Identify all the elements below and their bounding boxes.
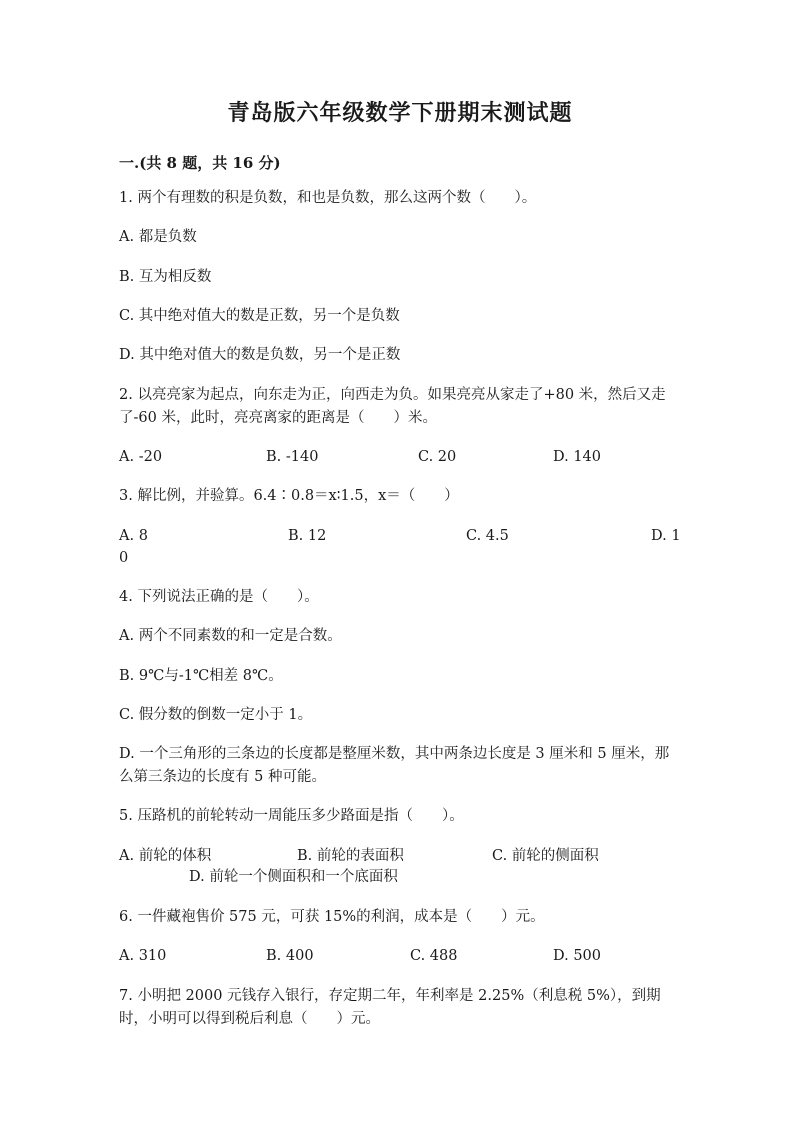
- question-3-option-a: A. 8: [119, 528, 148, 544]
- question-7-stem: 7. 小明把 2000 元钱存入银行，存定期二年，年利率是 2.25%（利息税 5%），到期时，小明可以得到税后利息（ ）元。: [119, 988, 661, 1027]
- question-2-option-b: B. -140: [266, 449, 319, 465]
- question-1-stem: 1. 两个有理数的积是负数，和也是负数，那么这两个数（ ）。: [119, 190, 537, 206]
- question-5-option-d: D. 前轮一个侧面积和一个底面积: [189, 869, 398, 885]
- question-5-stem: 5. 压路机的前轮转动一周能压多少路面是指（ ）。: [119, 808, 464, 824]
- question-1-option-d: D. 其中绝对值大的数是负数，另一个是正数: [119, 347, 401, 363]
- question-6-option-b: B. 400: [266, 948, 314, 964]
- section-heading: 一.(共 8 题，共 16 分): [119, 154, 281, 172]
- question-6-option-a: A. 310: [119, 948, 167, 964]
- question-6-option-d: D. 500: [553, 948, 602, 964]
- question-3-option-d-wrap: 0: [119, 550, 129, 566]
- question-1-option-c: C. 其中绝对值大的数是正数，另一个是负数: [119, 308, 400, 324]
- question-5-option-b: B. 前轮的表面积: [297, 848, 404, 864]
- question-6-option-c: C. 488: [410, 948, 458, 964]
- question-3-option-b: B. 12: [288, 528, 327, 544]
- question-5-option-c: C. 前轮的侧面积: [492, 848, 599, 864]
- question-4-stem: 4. 下列说法正确的是（ ）。: [119, 589, 319, 605]
- question-5-option-a: A. 前轮的体积: [119, 848, 212, 864]
- question-4-option-c: C. 假分数的倒数一定小于 1。: [119, 707, 313, 723]
- question-2-option-a: A. -20: [119, 449, 163, 465]
- question-2-option-d: D. 140: [553, 449, 602, 465]
- question-4-option-b: B. 9℃与-1℃相差 8℃。: [119, 668, 283, 684]
- question-4-option-a: A. 两个不同素数的和一定是合数。: [119, 628, 342, 644]
- question-3-option-d: D. 1: [651, 528, 681, 544]
- question-1-option-b: B. 互为相反数: [119, 269, 212, 285]
- question-4-option-d: D. 一个三角形的三条边的长度都是整厘米数，其中两条边长度是 3 厘米和 5 厘米，那么第三条边的长度有 5 种可能。: [119, 746, 670, 785]
- question-3-option-c: C. 4.5: [466, 528, 509, 544]
- question-2-option-c: C. 20: [418, 449, 457, 465]
- question-1-option-a: A. 都是负数: [119, 229, 197, 245]
- question-6-stem: 6. 一件藏袍售价 575 元，可获 15%的利润，成本是（ ）元。: [119, 909, 545, 925]
- question-2-stem: 2. 以亮亮家为起点，向东走为正，向西走为负。如果亮亮从家走了+80 米，然后又走了-60 米，此时，亮亮离家的距离是（ ）米。: [119, 387, 666, 426]
- question-3-stem: 3. 解比例，并验算。6.4∶0.8＝x∶1.5，x＝（ ）: [119, 488, 459, 504]
- page-title: 青岛版六年级数学下册期末测试题: [227, 100, 573, 126]
